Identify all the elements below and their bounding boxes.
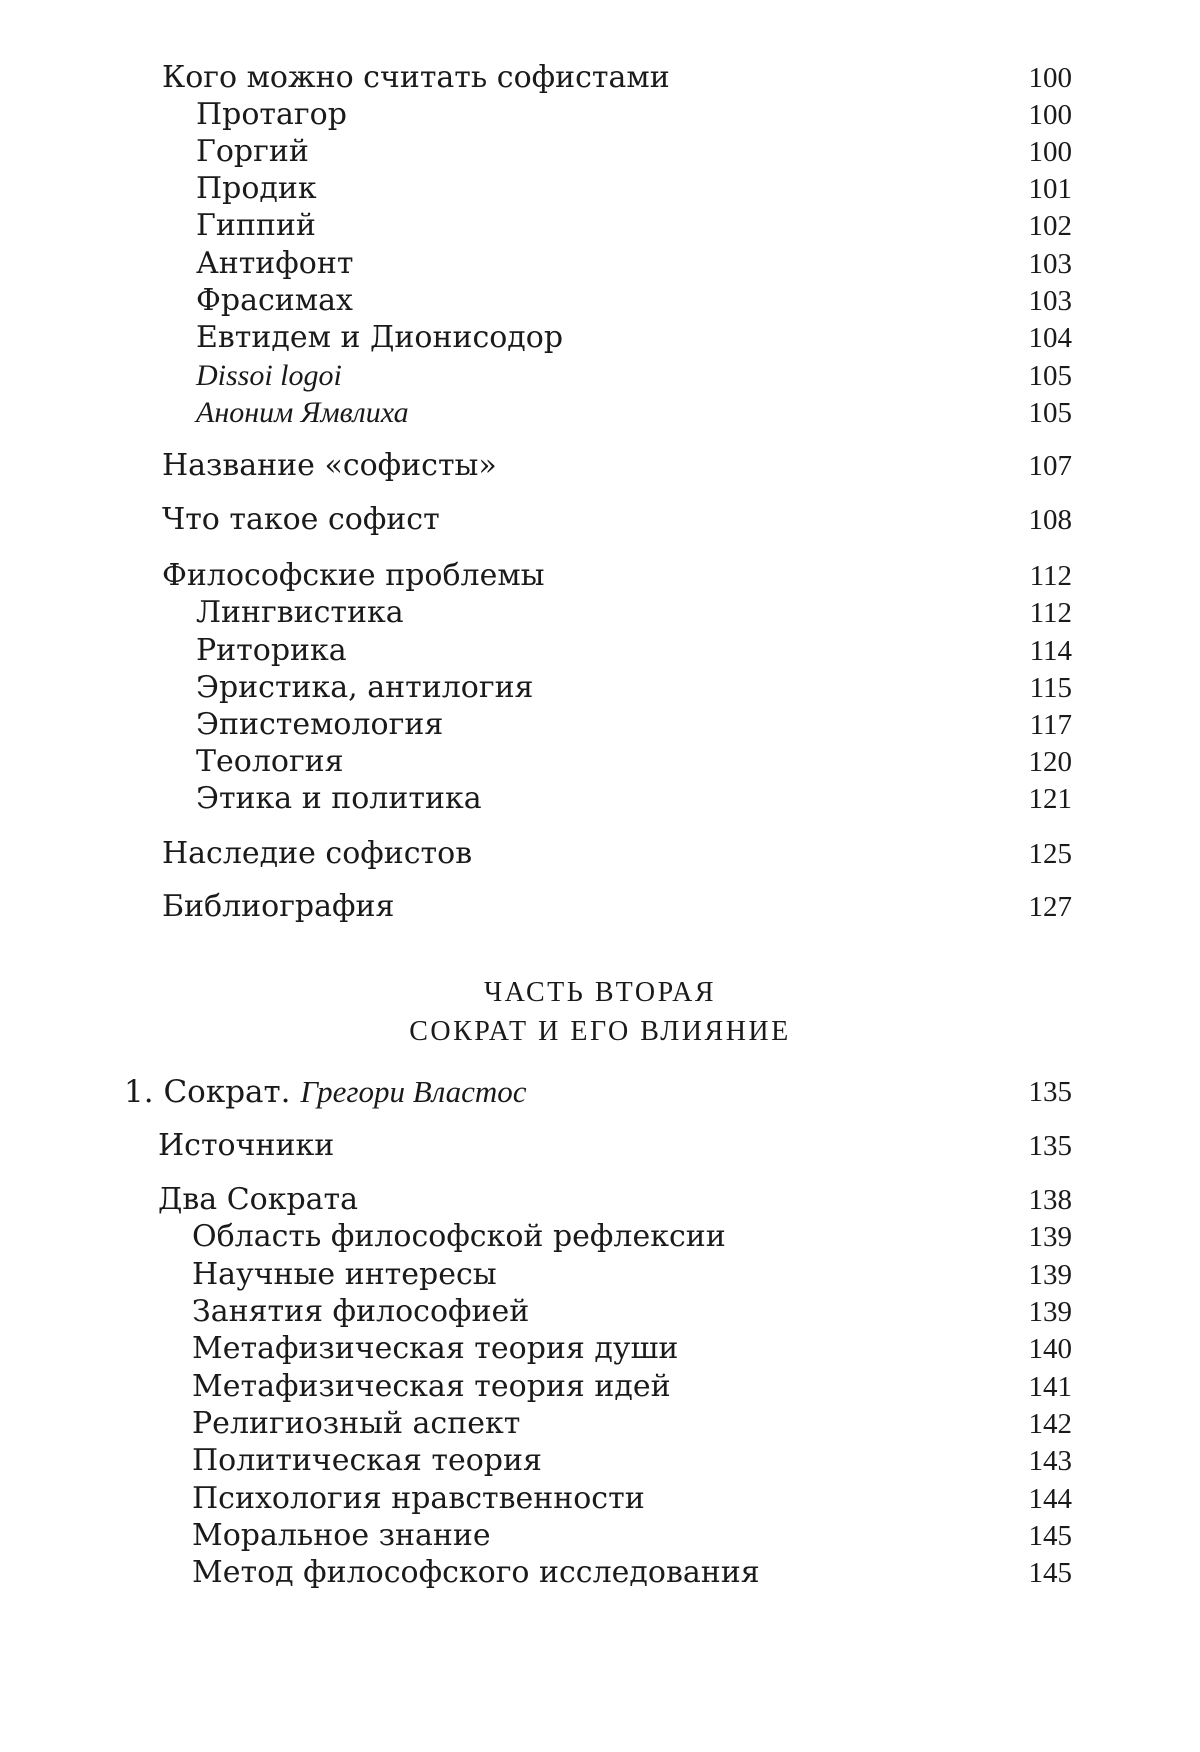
- toc-entry-label: Название «софисты»: [162, 448, 497, 483]
- toc-entry-page: 121: [1028, 783, 1072, 815]
- toc-entry: [0, 60, 1200, 96]
- toc-entry-label: Фрасимах: [196, 283, 353, 318]
- toc-entry-label: Источники: [158, 1128, 335, 1163]
- toc-entry-page: 108: [1028, 504, 1072, 536]
- toc-entry-label: Наследие софистов: [162, 836, 473, 871]
- toc-entry-label: Лингвистика: [196, 595, 404, 630]
- toc-entry-label: Политическая теория: [192, 1443, 542, 1478]
- toc-entry: [0, 1443, 1200, 1479]
- toc-entry-page: 142: [1028, 1408, 1072, 1440]
- toc-entry-page: 105: [1028, 397, 1072, 429]
- toc-entry: [0, 1518, 1200, 1554]
- toc-entry-page: 101: [1028, 173, 1072, 205]
- toc-entry-page: 103: [1028, 285, 1072, 317]
- toc-entry: [0, 208, 1200, 244]
- toc-entry-page: 100: [1028, 136, 1072, 168]
- toc-entry-label: Занятия философией: [192, 1294, 530, 1329]
- chapter-name: Сократ.: [163, 1074, 291, 1110]
- toc-entry: [0, 889, 1200, 925]
- toc-entry: [0, 836, 1200, 872]
- toc-entry: [0, 1182, 1200, 1218]
- toc-entry-label: Аноним Ямвлиха: [196, 396, 409, 429]
- toc-entry: [0, 595, 1200, 631]
- toc-entry-page: 115: [1029, 672, 1072, 704]
- toc-entry-page: 107: [1028, 450, 1072, 482]
- toc-entry-label: Библиография: [162, 889, 395, 924]
- chapter-number: 1.: [124, 1074, 154, 1110]
- toc-entry: [0, 1128, 1200, 1164]
- toc-entry: [0, 1481, 1200, 1517]
- toc-entry-page: 139: [1028, 1221, 1072, 1253]
- toc-entry-page: 105: [1028, 360, 1072, 392]
- toc-entry-label: Антифонт: [196, 246, 354, 281]
- toc-entry-label: Область философской рефлексии: [192, 1219, 726, 1254]
- toc-entry: [0, 781, 1200, 817]
- toc-entry-label: Философские проблемы: [162, 558, 545, 593]
- toc-entry-label: Два Сократа: [158, 1182, 359, 1217]
- toc-entry: [0, 1406, 1200, 1442]
- toc-entry-page: 140: [1028, 1333, 1072, 1365]
- toc-entry-label: Эпистемология: [196, 707, 444, 742]
- toc-entry-page: 145: [1028, 1557, 1072, 1589]
- toc-entry-page: 117: [1029, 709, 1072, 741]
- toc-entry-label: Моральное знание: [192, 1518, 491, 1553]
- toc-entry-page: 138: [1028, 1184, 1072, 1216]
- toc-entry-page: 144: [1028, 1483, 1072, 1515]
- toc-entry-page: 103: [1028, 248, 1072, 280]
- toc-entry-page: 114: [1029, 635, 1072, 667]
- toc-entry-label: Кого можно считать софистами: [162, 60, 670, 95]
- toc-entry-label: Dissoi logoi: [196, 359, 342, 392]
- toc-entry: [0, 283, 1200, 319]
- toc-entry-page: 139: [1028, 1259, 1072, 1291]
- toc-entry: [0, 1331, 1200, 1367]
- toc-entry-page: 102: [1028, 210, 1072, 242]
- toc-entry-page: 145: [1028, 1520, 1072, 1552]
- chapter-title: [124, 1074, 527, 1110]
- toc-entry-page: 100: [1028, 62, 1072, 94]
- toc-entry-label: Этика и политика: [196, 781, 482, 816]
- toc-entry: [0, 502, 1200, 538]
- toc-entry: [0, 707, 1200, 743]
- toc-entry-page: 120: [1028, 746, 1072, 778]
- toc-entry-page: 135: [1028, 1130, 1072, 1162]
- toc-entry: [0, 448, 1200, 484]
- toc-entry: [0, 358, 1200, 394]
- toc-entry-page: 125: [1028, 838, 1072, 870]
- toc-entry-label: Метод философского исследования: [192, 1555, 760, 1590]
- toc-entry-label: Что такое софист: [162, 502, 440, 537]
- toc-entry-label: Риторика: [196, 633, 347, 668]
- toc-entry-label: Метафизическая теория души: [192, 1331, 679, 1366]
- toc-entry-page: 135: [1028, 1076, 1072, 1108]
- toc-entry-label: Продик: [196, 171, 317, 206]
- toc-entry: [0, 633, 1200, 669]
- toc-entry-page: 112: [1029, 597, 1072, 629]
- toc-entry-page: 100: [1028, 99, 1072, 131]
- toc-entry: [0, 1555, 1200, 1591]
- toc-entry-page: 104: [1028, 322, 1072, 354]
- toc-entry: [0, 320, 1200, 356]
- toc-entry: [0, 97, 1200, 133]
- toc-entry-label: Религиозный аспект: [192, 1406, 521, 1441]
- chapter-entry: [0, 1074, 1200, 1110]
- chapter-author: Грегори Властос: [300, 1074, 527, 1109]
- toc-entry: [0, 1219, 1200, 1255]
- toc-entry-label: Научные интересы: [192, 1257, 497, 1292]
- toc-entry-page: 127: [1028, 891, 1072, 923]
- toc-entry-label: Психология нравственности: [192, 1481, 645, 1516]
- part-heading-line1: ЧАСТЬ ВТОРАЯ: [483, 977, 717, 1008]
- toc-entry: [0, 1369, 1200, 1405]
- toc-entry: [0, 670, 1200, 706]
- toc-entry: [0, 171, 1200, 207]
- toc-entry-label: Горгий: [196, 134, 309, 169]
- toc-entry-label: Метафизическая теория идей: [192, 1369, 671, 1404]
- toc-entry: [0, 1294, 1200, 1330]
- toc-entry-page: 141: [1028, 1371, 1072, 1403]
- toc-entry: [0, 744, 1200, 780]
- toc-entry: [0, 246, 1200, 282]
- toc-entry: [0, 134, 1200, 170]
- part-heading-line2: СОКРАТ И ЕГО ВЛИЯНИЕ: [409, 1016, 791, 1047]
- toc-entry: [0, 395, 1200, 431]
- toc-entry-page: 139: [1028, 1296, 1072, 1328]
- toc-entry: [0, 558, 1200, 594]
- toc-entry-page: 143: [1028, 1445, 1072, 1477]
- toc-entry: [0, 1257, 1200, 1293]
- toc-entry-label: Евтидем и Дионисодор: [196, 320, 564, 355]
- toc-entry-label: Эристика, антилогия: [196, 670, 534, 705]
- toc-entry-label: Гиппий: [196, 208, 316, 243]
- toc-entry-label: Теология: [196, 744, 344, 779]
- toc-entry-label: Протагор: [196, 97, 347, 132]
- toc-entry-page: 112: [1029, 560, 1072, 592]
